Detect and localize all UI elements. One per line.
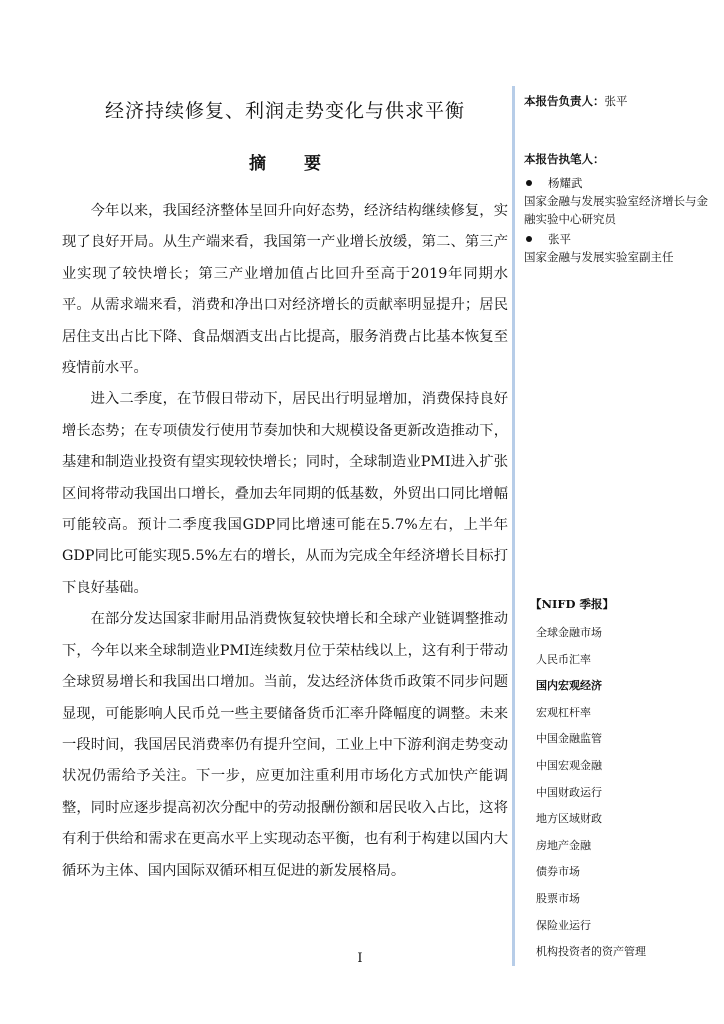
report-main-column bbox=[62, 96, 508, 887]
author-name: 张平 bbox=[548, 232, 571, 246]
abstract-heading: 摘 要 bbox=[249, 154, 337, 174]
author-name: 杨耀武 bbox=[548, 176, 583, 190]
series-item-macro-leverage[interactable]: 宏观杠杆率 bbox=[536, 705, 591, 719]
responsible-label: 本报告负责人： bbox=[524, 94, 605, 108]
bullet-icon bbox=[524, 174, 538, 192]
series-item-global-financial-market[interactable]: 全球金融市场 bbox=[536, 626, 602, 639]
sidebar-divider bbox=[512, 86, 515, 966]
series-title: 【NIFD 季报】 bbox=[530, 597, 615, 611]
series-item-financial-regulation[interactable]: 中国金融监管 bbox=[536, 732, 602, 746]
series-item-fiscal-operation[interactable]: 中国财政运行 bbox=[536, 785, 602, 799]
series-item-rmb-exchange-rate[interactable]: 人民币汇率 bbox=[536, 652, 591, 666]
series-item-macro-finance[interactable]: 中国宏观金融 bbox=[536, 758, 602, 772]
series-item-insurance[interactable]: 保险业运行 bbox=[536, 918, 591, 932]
abstract-paragraph: 今年以来，我国经济整体呈回升向好态势，经济结构继续修复，实现了良好开局。从生产端来看，我国第一产业增长放缓，第二、第三产业实现了较快增长；第三产业增加值占比回升至高于2019年同期水平。从需求端来看，消费和净出口对经济增长的贡献率明显提升；居民居住支出占比下降、食品烟酒支出占比提高，服务消费占比基本恢复至疫情前水平。 bbox=[62, 203, 508, 377]
abstract-paragraph: 进入二季度，在节假日带动下，居民出行明显增加，消费保持良好增长态势；在专项债发行使用节奏加快和大规模设备更新改造推动下，基建和制造业投资有望实现较快增长；同时，全球制造业PMI进入扩张区间将带动我国出口增长，叠加去年同期的低基数，外贸出口同比增幅可能较高。预计二季度我国GDP同比增速可能在5.7%左右，上半年GDP同比可能实现5.5%左右的增长，从而为完成全年经济增长目标打下良好基础。 bbox=[62, 391, 508, 596]
series-item-bond-market[interactable]: 债券市场 bbox=[536, 865, 580, 879]
author-affiliation: 国家金融与发展实验室经济增长与金融实验中心研究员 bbox=[524, 194, 708, 226]
nifd-series-list bbox=[530, 596, 706, 966]
abstract-body bbox=[62, 196, 508, 887]
responsible-name: 张平 bbox=[604, 94, 628, 108]
author-entry bbox=[524, 174, 714, 192]
series-item-local-fiscal[interactable]: 地方区域财政 bbox=[536, 812, 602, 826]
report-sidebar bbox=[524, 92, 714, 268]
abstract-paragraph: 在部分发达国家非耐用品消费恢复较快增长和全球产业链调整推动下，今年以来全球制造业PMI连续数月位于荣枯线以上，这有利于带动全球贸易增长和我国出口增加。当前，发达经济体货币政策不同步问题显现，可能影响人民币兑一些主要储备货币汇率升降幅度的调整。未来一段时间，我国居民消费率仍有提升空间，工业上中下游利润走势变动状况仍需给予关注。下一步，应更加注重利用市场化方式加快产能调整，同时应逐步提高初次分配中的劳动报酬份额和居民收入占比，这将有利于供给和需求在更高水平上实现动态平衡，也有利于构建以国内大循环为主体、国内国际双循环相互促进的新发展格局。 bbox=[62, 611, 508, 879]
page-number: I bbox=[357, 951, 363, 966]
series-item-real-estate-finance[interactable]: 房地产金融 bbox=[536, 838, 591, 852]
author-affiliation: 国家金融与发展实验室副主任 bbox=[524, 250, 674, 264]
author-list bbox=[524, 174, 714, 266]
bullet-icon bbox=[524, 230, 538, 248]
series-item-asset-management[interactable]: 机构投资者的资产管理 bbox=[536, 945, 646, 959]
authors-heading: 本报告执笔人： bbox=[524, 152, 605, 166]
series-item-domestic-macro-economy[interactable]: 国内宏观经济 bbox=[536, 679, 602, 693]
report-title: 经济持续修复、利润走势变化与供求平衡 bbox=[104, 100, 465, 122]
series-item-stock-market[interactable]: 股票市场 bbox=[536, 891, 580, 905]
author-entry bbox=[524, 230, 714, 248]
responsible-line bbox=[524, 92, 714, 110]
